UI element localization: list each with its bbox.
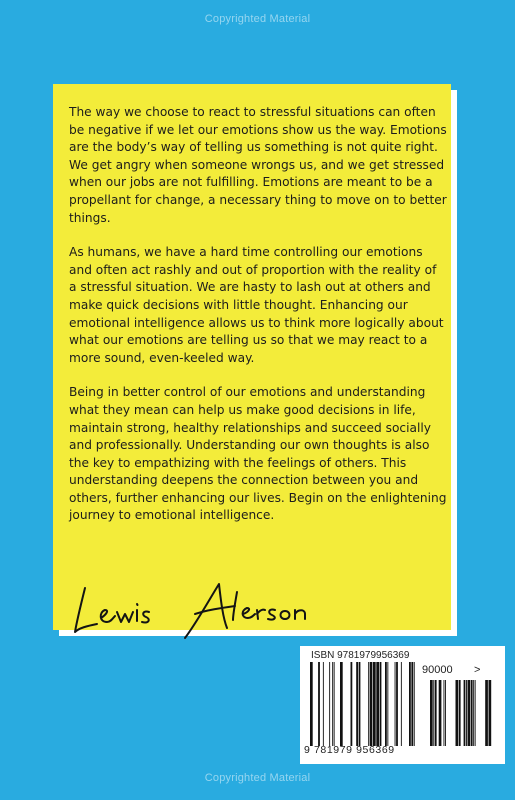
barcode-bar (466, 680, 467, 746)
blurb-paragraph-2: As humans, we have a hard time controlling our emotions and often act rashly and out of proportion with the reality of a stressful situation. We are hasty to lash out at others and make quick decisions with little thought. Enhancing our emotional intelligence allows us to think more logically about what our emotions are telling us so that we may react to a more sound, even-keeled way. (69, 245, 444, 365)
barcode-bar (351, 662, 353, 746)
barcode-bar (433, 680, 434, 746)
barcode-bar (329, 662, 330, 746)
barcode-bar (471, 680, 473, 746)
barcode-bar (464, 680, 466, 746)
barcode-bar (459, 680, 461, 746)
author-signature (67, 574, 347, 644)
barcode-bar (359, 662, 361, 746)
barcode-bar (380, 662, 382, 746)
blurb-paragraph-3: Being in better control of our emotions and understanding what they mean can help us make good decisions in life, maintain strong, healthy relationships and succeed socially and professionally. Understanding our own thoughts is also the key to empathizing with the feelings of others. This understanding deepens the connection between you and others, further enhancing our lives. Begin on the enlightening journey to emotional intelligence. (69, 385, 447, 523)
watermark-top: Copyrighted Material (204, 13, 311, 25)
blurb-paragraph-1: The way we choose to react to stressful situations can often be negative if we let our emotions show us the way. Emotions are the body’s way of telling us something is not quite right. We get angry when someone wrongs us, and we get stressed when our jobs are not fulfilling. Emotions are meant to be a propellant for change, a necessary thing to move on to better things. (69, 105, 447, 225)
barcode-bar (411, 662, 413, 746)
barcode-bar (370, 662, 373, 746)
barcode-bar (409, 662, 411, 746)
barcode-bar (323, 662, 324, 746)
addon-arrow: > (474, 664, 481, 676)
barcode-bar (473, 680, 474, 746)
barcode-bar (385, 662, 387, 746)
barcode-bar (387, 662, 388, 746)
barcode-bar (368, 662, 369, 746)
ean-barcode (310, 662, 415, 746)
blurb-panel (53, 84, 451, 630)
barcode-bar (414, 662, 415, 746)
barcode-bar (396, 662, 398, 746)
barcode-bar (310, 662, 313, 746)
barcode-bar (489, 680, 492, 746)
barcode-bar (334, 662, 335, 746)
addon-number: 90000 (422, 664, 453, 676)
watermark-bottom: Copyrighted Material (204, 772, 311, 784)
barcode-bar (485, 680, 488, 746)
barcode-bar (468, 680, 471, 746)
barcode-bar (373, 662, 376, 746)
barcode-bar (456, 680, 459, 746)
addon-barcode (430, 680, 492, 746)
blurb-text (69, 104, 447, 542)
barcode-bar (340, 662, 343, 746)
isbn-barcode-box (300, 646, 505, 764)
barcode-bar (445, 680, 446, 746)
isbn-label: ISBN 9781979956369 (311, 650, 410, 661)
barcode-bar (444, 680, 445, 746)
barcode-bar (401, 662, 402, 746)
barcode-bar (395, 662, 396, 746)
barcode-bar (356, 662, 358, 746)
barcode-bar (376, 662, 379, 746)
isbn-digits: 9 781979 956369 (304, 744, 395, 756)
barcode-bar (435, 680, 437, 746)
barcode-bar (318, 662, 320, 746)
barcode-bar (475, 680, 476, 746)
barcode-bar (332, 662, 333, 746)
barcode-bar (439, 680, 442, 746)
barcode-bar (430, 680, 433, 746)
